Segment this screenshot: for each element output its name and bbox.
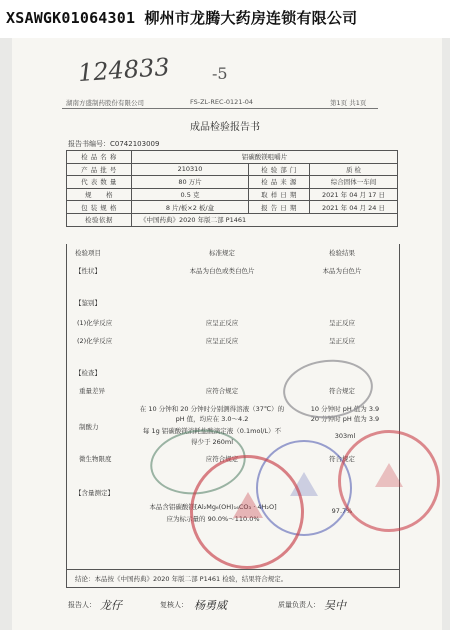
report-date-value: 2021 年 04 月 24 日	[310, 201, 398, 214]
table-row	[67, 188, 398, 201]
table-row	[67, 163, 398, 176]
document-code: FS-ZL-REC-0121-04	[190, 98, 254, 106]
col-item-header: 检验项目	[75, 249, 101, 257]
spec-label: 规 格	[67, 188, 132, 201]
identify-label: 【鉴别】	[75, 299, 101, 307]
acid-standard-4: 得少于 260ml	[190, 438, 234, 446]
traits-result: 本品为白色片	[322, 267, 362, 275]
reporter-signature: 龙仔	[100, 599, 122, 612]
batch-value: 210310	[132, 163, 249, 176]
identify-r1-name: (1)化学反应	[77, 319, 113, 327]
traits-label: 【性状】	[75, 267, 101, 275]
report-date-label: 报 告 日 期	[249, 201, 310, 214]
report-title: 成品检验报告书	[190, 122, 260, 133]
col-result-header: 检验结果	[329, 249, 355, 257]
handwritten-mark: -5	[212, 64, 228, 83]
sample-date-value: 2021 年 04 月 17 日	[310, 188, 398, 201]
document-header-bar	[0, 0, 450, 38]
micro-result: 符合规定	[329, 455, 355, 463]
reviewer-signature: 杨勇威	[194, 599, 227, 612]
basis-label: 检验依据	[67, 213, 132, 226]
table-row	[67, 201, 398, 214]
dept-label: 检 验 部 门	[249, 163, 310, 176]
identify-r2-result: 呈正反应	[329, 337, 355, 345]
sample-date-label: 取 样 日 期	[249, 188, 310, 201]
source-label: 检 品 来 源	[249, 176, 310, 189]
acid-result-1: 10 分钟时 pH 值为 3.9	[310, 405, 380, 413]
reporter-label: 报告人：	[68, 601, 96, 609]
product-name-label: 检 品 名 称	[67, 151, 132, 164]
identify-r1-result: 呈正反应	[329, 319, 355, 327]
acid-result-3: 303ml	[334, 432, 356, 440]
acid-standard-1: 在 10 分钟和 20 分钟时分别测得溶液（37℃）的	[139, 405, 285, 413]
info-table	[66, 150, 398, 227]
acid-standard-3: 每 1g 铝碳酸镁消耗盐酸滴定液（0.1mol/L）不	[142, 427, 282, 435]
conclusion-box	[66, 569, 400, 588]
source-value: 综合固体一车间	[310, 176, 398, 189]
pack-value: 8 片/板×2 板/盒	[132, 201, 249, 214]
page-number: 第1页 共1页	[330, 99, 367, 107]
acid-standard-2: pH 值，均应在 3.0～4.2	[175, 415, 249, 423]
identify-r2-standard: 应呈正反应	[205, 337, 239, 345]
traits-standard: 本品为白色或类白色片	[189, 267, 255, 275]
header-divider	[62, 108, 378, 109]
assay-label: 【含量测定】	[75, 489, 114, 497]
acid-name: 制酸力	[79, 423, 99, 431]
micro-standard: 应符合规定	[205, 455, 239, 463]
spec-value: 0.5 克	[132, 188, 249, 201]
weight-standard: 应符合规定	[205, 387, 239, 395]
handwritten-number: 124833	[77, 52, 171, 88]
assay-result: 97.7%	[331, 507, 353, 515]
pack-label: 包 装 规 格	[67, 201, 132, 214]
star-icon	[233, 492, 263, 518]
table-row	[67, 151, 398, 164]
report-number-label: 报告书编号：	[68, 140, 110, 148]
basis-value: 《中国药典》2020 年版二部 P1461	[132, 213, 398, 226]
micro-name: 微生物限度	[79, 455, 112, 463]
qty-value: 80 万片	[132, 176, 249, 189]
company-seal	[190, 455, 304, 569]
company-name: 湖南方盛制药股份有限公司	[66, 99, 144, 107]
conclusion-text: 结论：本品按《中国药典》2020 年版二部 P1461 检验，结果符合规定。	[75, 575, 288, 583]
qa-signature: 吴中	[324, 599, 346, 612]
table-row	[67, 213, 398, 226]
table-row	[67, 176, 398, 189]
weight-name: 重量差异	[79, 387, 105, 395]
dept-value: 质 检	[310, 163, 398, 176]
star-icon	[375, 463, 403, 487]
qa-label: 质量负责人：	[278, 601, 320, 609]
report-number-value: C0742103009	[110, 140, 160, 148]
qty-label: 代 表 数 量	[67, 176, 132, 189]
header-bar-text: XSAWGK01064301 柳州市龙腾大药房连锁有限公司	[6, 9, 358, 27]
report-number	[68, 139, 159, 149]
batch-label: 产 品 批 号	[67, 163, 132, 176]
assay-standard-2: 应为标示量的 90.0%～110.0%	[166, 515, 260, 523]
product-name-value: 铝碳酸镁咀嚼片	[132, 151, 398, 164]
identify-r2-name: (2)化学反应	[77, 337, 113, 345]
reviewer-label: 复核人：	[160, 601, 188, 609]
identify-r1-standard: 应呈正反应	[205, 319, 239, 327]
acid-result-2: 20 分钟时 pH 值为 3.9	[310, 415, 380, 423]
col-standard-header: 标准规定	[209, 249, 235, 257]
inspect-label: 【检查】	[75, 369, 101, 377]
quality-seal	[338, 430, 440, 532]
weight-result: 符合规定	[329, 387, 355, 395]
assay-standard-1: 本品含铝碳酸镁[Al₂Mg₆(OH)₁₆CO₃ · 4H₂O]	[149, 503, 277, 511]
